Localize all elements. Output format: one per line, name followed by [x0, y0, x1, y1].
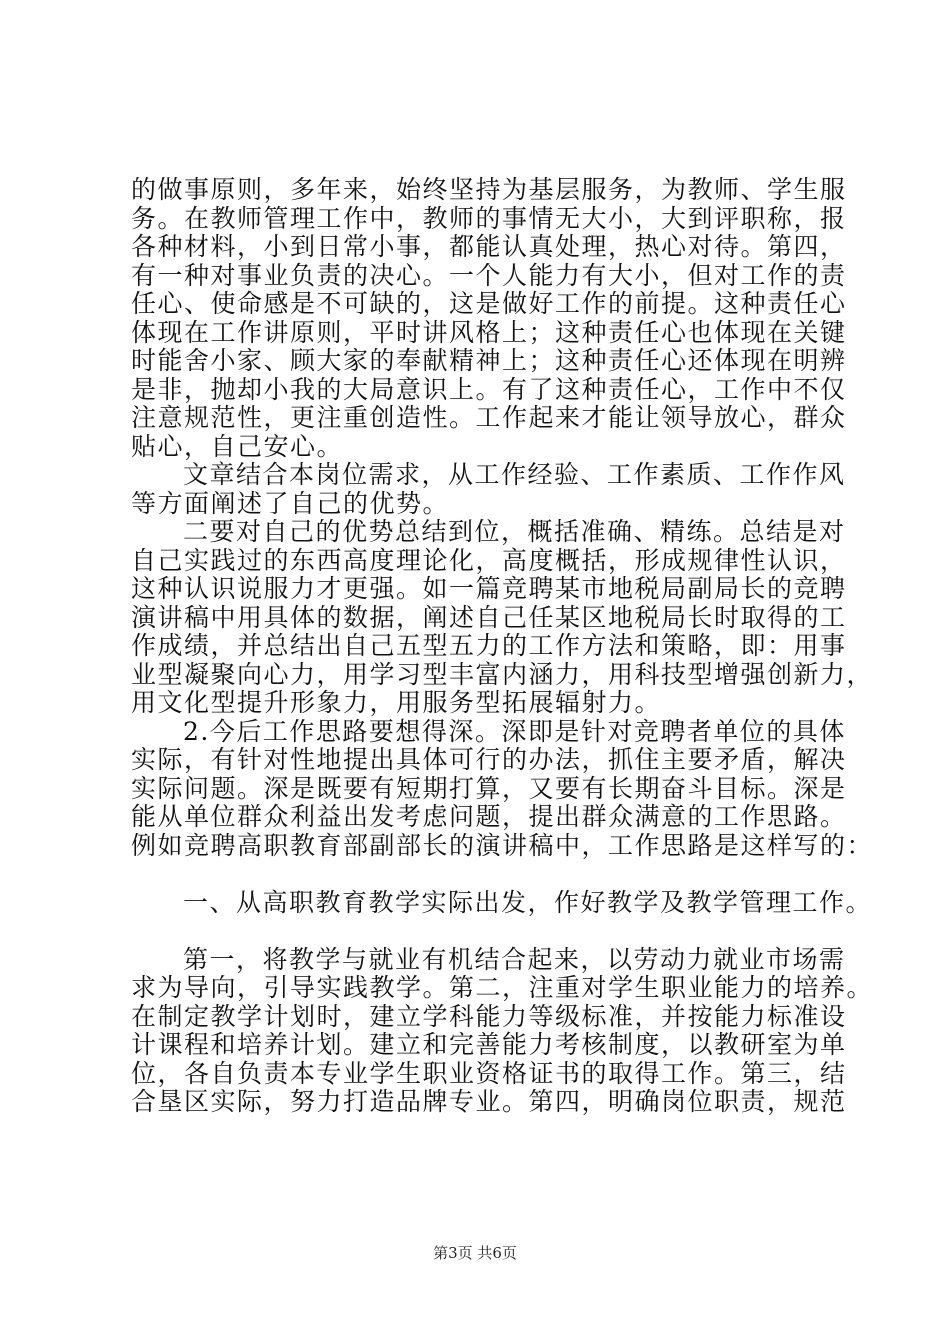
blank-line [131, 860, 851, 889]
text-line: 任心、使命感是不可缺的，这是做好工作的前提。这种责任心 [131, 289, 847, 318]
text-line: 文章结合本岗位需求，从工作经验、工作素质、工作作风 [183, 460, 846, 489]
text-line: 是非，抛却小我的大局意识上。有了这种责任心，工作中不仅 [131, 374, 847, 404]
text-line: 2.今后工作思路要想得深。深即是针对竞聘者单位的具体 [183, 716, 846, 746]
text-line: 合垦区实际，努力打造品牌专业。第四，明确岗位职责，规范 [131, 1087, 847, 1116]
text-line: 演讲稿中用具体的数据，阐述自己任某区地税局长时取得的工 [131, 602, 847, 632]
text-line: 位，各自负责本专业学生职业资格证书的取得工作。第三，结 [131, 1058, 847, 1088]
text-line: 这种认识说服力才更强。如一篇竞聘某市地税局副局长的竞聘 [131, 574, 847, 603]
text-line: 有一种对事业负责的决心。一个人能力有大小，但对工作的责 [131, 260, 847, 290]
body-text [131, 175, 874, 1117]
text-line: 的做事原则，多年来，始终坚持为基层服务，为教师、学生服 [131, 175, 847, 204]
text-line: 时能舍小家、顾大家的奉献精神上；这种责任心还体现在明辨 [131, 346, 847, 375]
text-line: 第一，将教学与就业有机结合起来，以劳动力就业市场需 [183, 944, 846, 974]
text-line: 例如竞聘高职教育部副部长的演讲稿中，工作思路是这样写的： [131, 830, 874, 860]
text-line: 能从单位群众利益出发考虑问题，提出群众满意的工作思路。 [131, 802, 847, 831]
text-line: 务。在教师管理工作中，教师的事情无大小，大到评职称，报 [131, 203, 847, 233]
text-line: 体现在工作讲原则，平时讲风格上；这种责任心也体现在关键 [131, 317, 847, 347]
blank-line [131, 917, 851, 946]
text-line: 作成绩，并总结出自己五型五力的工作方法和策略，即：用事 [131, 631, 847, 660]
text-line: 贴心，自己安心。 [131, 431, 344, 461]
text-line: 等方面阐述了自己的优势。 [131, 488, 450, 518]
text-line: 实际问题。深是既要有短期打算，又要有长期奋斗目标。深是 [131, 773, 847, 803]
text-line: 一、从高职教育教学实际出发，作好教学及教学管理工作。 [183, 887, 873, 917]
text-line: 业型凝聚向心力，用学习型丰富内涵力，用科技型增强创新力， [131, 659, 874, 689]
text-line: 在制定教学计划时，建立学科能力等级标准，并按能力标准设 [131, 1001, 847, 1031]
text-line: 自己实践过的东西高度理论化，高度概括，形成规律性认识， [131, 545, 847, 575]
text-line: 求为导向，引导实践教学。第二，注重对学生职业能力的培养。 [131, 973, 874, 1002]
text-line: 各种材料，小到日常小事，都能认真处理，热心对待。第四， [131, 232, 847, 261]
page-footer: 第3页 共6页 [433, 1244, 517, 1262]
text-line: 用文化型提升形象力，用服务型拓展辐射力。 [131, 688, 662, 717]
text-line: 注意规范性，更注重创造性。工作起来才能让领导放心，群众 [131, 403, 847, 432]
text-line: 实际，有针对性地提出具体可行的办法，抓住主要矛盾，解决 [131, 745, 847, 774]
text-line: 计课程和培养计划。建立和完善能力考核制度，以教研室为单 [131, 1030, 847, 1059]
text-line: 二要对自己的优势总结到位，概括准确、精练。总结是对 [183, 517, 846, 546]
